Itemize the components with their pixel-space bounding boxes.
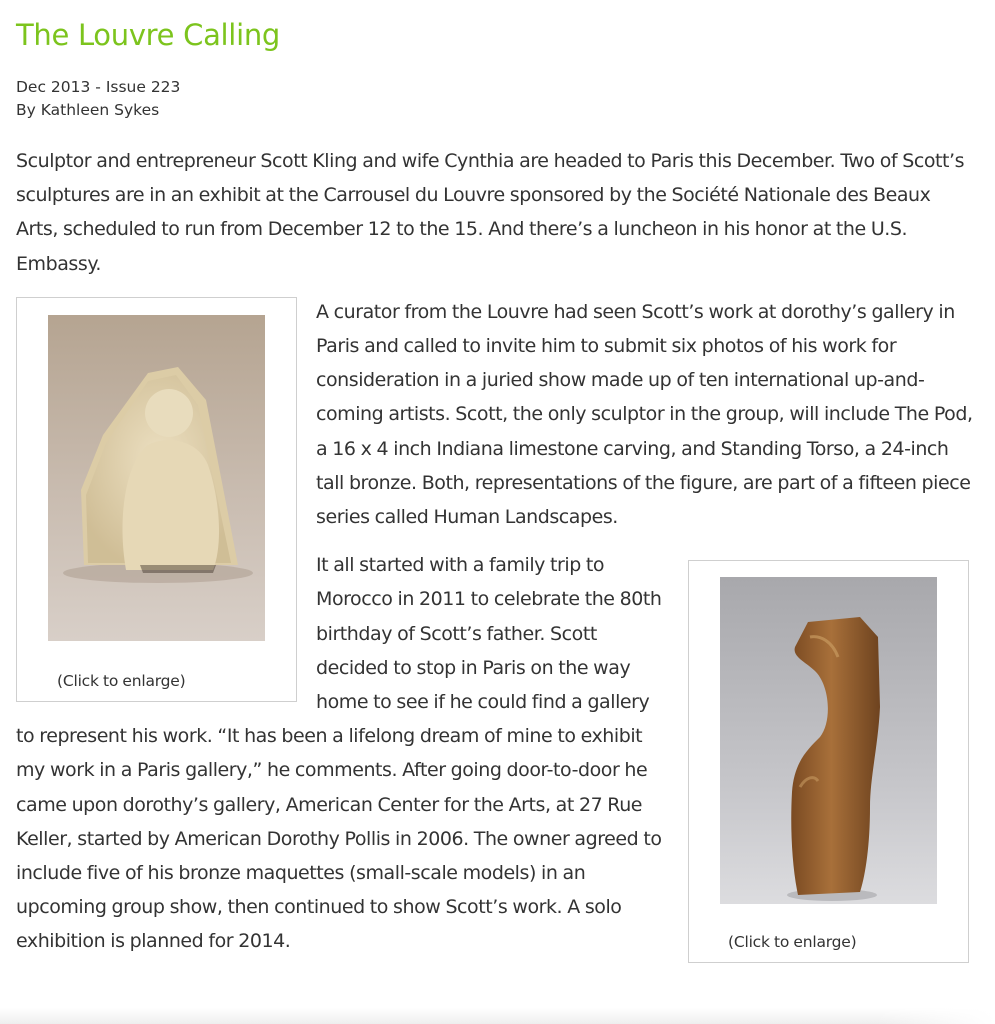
sculpture-image-bronze[interactable] [720, 577, 937, 904]
bottom-fade-right [875, 1006, 995, 1024]
bottom-fade [0, 1008, 995, 1024]
paragraph-origin: It all started with a family trip to Morocco in 2011 to celebrate the 80th birthday of Scott’s father. Scott decided to stop in Paris on the way home to see if he could find a gallery to represent his work. “It has been a lifelong dream of mine to exhibit my work in a Paris gallery,” he comments. After going door-to-door he came upon dorothy’s gallery, American Center for the Arts, at 27 Rue Keller, started by American Dorothy Pollis in 2006. The owner agreed to include five of his bronze maquettes (small-scale models) in an upcoming group show, then continued to show Scott’s work. A solo exhibition is planned for 2014. [16, 554, 662, 953]
article-body [16, 144, 976, 973]
figure-limestone[interactable] [16, 297, 297, 702]
byline: By Kathleen Sykes [16, 101, 160, 119]
issue-line: Dec 2013 - Issue 223 [16, 78, 181, 96]
article-title: The Louvre Calling [16, 18, 281, 52]
article-meta [16, 76, 180, 122]
figure-bronze[interactable] [688, 560, 969, 963]
sculpture-image-limestone[interactable] [48, 315, 265, 641]
figure-caption[interactable]: (Click to enlarge) [728, 933, 857, 952]
paragraph-curator: A curator from the Louvre had seen Scott’s work at dorothy’s gallery in Paris and called to invite him to submit six photos of his work for consideration in a juried show made up of ten international up-and-coming artists. Scott, the only sculptor in the group, will include The Pod, a 16 x 4 inch Indiana limestone carving, and Standing Torso, a 24-inch tall bronze. Both, representations of the figure, are part of a fifteen piece series called Human Landscapes. [316, 300, 973, 529]
figure-caption[interactable]: (Click to enlarge) [57, 671, 186, 690]
paragraph-intro: Sculptor and entrepreneur Scott Kling and wife Cynthia are headed to Paris this December. Two of Scott’s sculptures are in an exhibit at the Carrousel du Louvre sponsored by the Société Nationale des Beaux Arts, scheduled to run from December 12 to the 15. And there’s a luncheon in his honor at the U.S. Embassy. [16, 150, 965, 275]
